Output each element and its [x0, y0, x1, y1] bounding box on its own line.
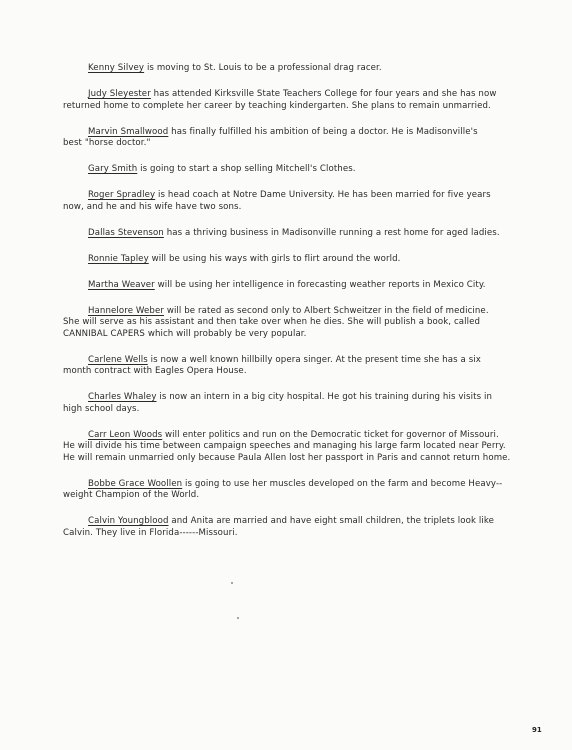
entry-carr-leon-woods	[63, 430, 519, 465]
student-name: Ronnie Tapley	[88, 253, 149, 264]
entry-text: is now a well known hillbilly opera singer. At the present time she has a six	[147, 354, 481, 365]
entry-text: will be using her intelligence in forecasting weather reports in Mexico City.	[154, 279, 486, 290]
entry-line	[63, 453, 519, 465]
entry-text: is going to start a shop selling Mitchell's Clothes.	[137, 164, 356, 174]
entry-line	[63, 355, 519, 367]
entry-text: is head coach at Notre Dame University. He has been married for five years	[155, 190, 491, 200]
entry-text: Calvin. They live in Florida------Missouri.	[63, 527, 238, 538]
entry-text: will be using his ways with girls to flirt around the world.	[148, 253, 401, 264]
entry-text: returned home to complete her career by teaching kindergarten. She plans to remain unmarried.	[63, 100, 491, 111]
entry-calvin-youngblood	[63, 516, 519, 539]
entry-dallas-stevenson	[63, 228, 519, 240]
entry-line	[63, 528, 519, 540]
entry-line	[63, 164, 519, 176]
entry-line	[63, 202, 519, 214]
entry-text: and Anita are married and have eight small children, the triplets look like	[168, 516, 495, 526]
entry-text: weight Champion of the World.	[63, 490, 200, 500]
entry-kenny-silvey	[63, 63, 519, 75]
entry-text: is now an intern in a big city hospital. He got his training during his visits in	[156, 392, 493, 402]
student-name: Kenny Silvey	[88, 63, 145, 73]
student-name: Roger Spradley	[88, 190, 156, 200]
entry-line	[63, 190, 519, 202]
entry-line	[63, 329, 519, 341]
student-name: Carlene Wells	[88, 354, 148, 365]
entry-text: is going to use her muscles developed on the farm and become Heavy--	[182, 478, 503, 489]
entry-roger-spradley	[63, 190, 519, 213]
entry-gary-smith	[63, 164, 519, 176]
entry-line	[63, 89, 519, 101]
entry-line	[63, 404, 519, 416]
entry-text: best "horse doctor."	[63, 138, 151, 148]
student-name: Martha Weaver	[88, 279, 155, 290]
entry-line	[63, 430, 519, 442]
entry-line	[63, 366, 519, 378]
entry-ronnie-tapley	[63, 254, 519, 266]
entry-bobbe-grace-woollen	[63, 479, 519, 502]
entry-text: has finally fulfilled his ambition of being a doctor. He is Madisonville's	[168, 126, 478, 137]
entry-line	[63, 228, 519, 240]
entry-line	[63, 280, 519, 292]
entry-martha-weaver	[63, 280, 519, 292]
entry-line	[63, 479, 519, 491]
student-name: Judy Sleyester	[88, 89, 151, 99]
entry-line	[63, 63, 519, 75]
student-name: Carr Leon Woods	[88, 429, 163, 440]
student-name: Charles Whaley	[88, 392, 157, 402]
entry-text: She will serve as his assistant and then take over when he dies. She will publish a book, called	[63, 317, 481, 327]
entry-line	[63, 392, 519, 404]
entry-carlene-wells	[63, 355, 519, 378]
entry-line	[63, 306, 519, 318]
entry-text: He will divide his time between campaign speeches and managing his large farm located near Perry.	[63, 441, 506, 451]
page-number: 91	[532, 726, 542, 734]
entry-text: will enter politics and run on the Democratic ticket for governor of Missouri.	[162, 429, 499, 440]
print-speck	[231, 582, 233, 584]
prophecy-entries	[63, 63, 519, 554]
entry-text: will be rated as second only to Albert Schweitzer in the field of medicine.	[163, 305, 489, 316]
entry-text: is moving to St. Louis to be a professional drag racer.	[144, 63, 382, 73]
student-name: Calvin Youngblood	[88, 516, 169, 526]
entry-line	[63, 127, 519, 139]
student-name: Bobbe Grace Woollen	[88, 478, 183, 489]
entry-text: has a thriving business in Madisonville running a rest home for aged ladies.	[163, 227, 500, 238]
entry-text: He will remain unmarried only because Paula Allen lost her passport in Paris and cannot return home.	[63, 452, 511, 463]
entry-line	[63, 490, 519, 502]
student-name: Dallas Stevenson	[88, 227, 164, 238]
student-name: Gary Smith	[88, 164, 138, 174]
entry-line	[63, 516, 519, 528]
entry-charles-whaley	[63, 392, 519, 415]
entry-line	[63, 138, 519, 150]
entry-line	[63, 254, 519, 266]
print-speck	[237, 617, 239, 619]
entry-text: high school days.	[63, 403, 140, 414]
entry-line	[63, 101, 519, 113]
entry-line	[63, 441, 519, 453]
entry-text: has attended Kirksville State Teachers College for four years and she has now	[150, 89, 497, 99]
entry-text: now, and he and his wife have two sons.	[63, 201, 242, 212]
student-name: Hannelore Weber	[88, 305, 164, 316]
student-name: Marvin Smallwood	[88, 126, 169, 137]
entry-marvin-smallwood	[63, 127, 519, 150]
entry-text: month contract with Eagles Opera House.	[63, 366, 247, 376]
entry-hannelore-weber	[63, 306, 519, 341]
entry-judy-sleyester	[63, 89, 519, 112]
entry-text: CANNIBAL CAPERS which will probably be very popular.	[63, 328, 307, 339]
entry-line	[63, 317, 519, 329]
